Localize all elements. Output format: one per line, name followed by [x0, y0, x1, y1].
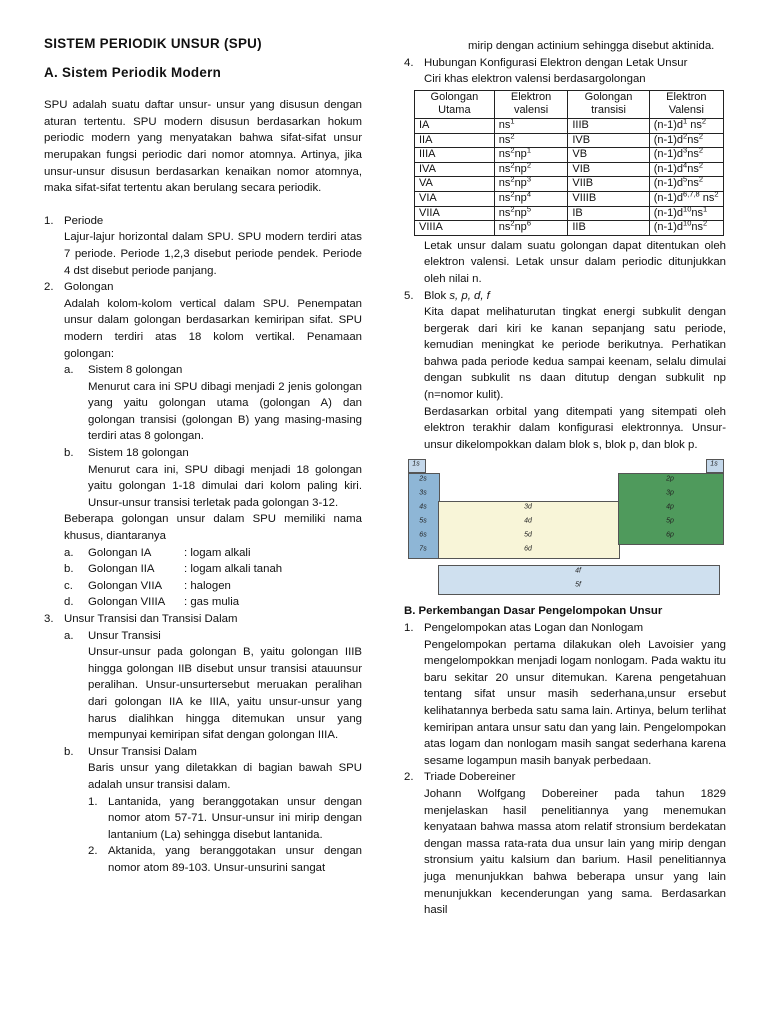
- item-text: Adalah kolom-kolom vertical dalam SPU. Penempatan unsur dalam golongan berdasarkan kemiripan sifat. SPU modern terdiri atas 18 kolom vertikal. Penamaan golongan:: [64, 297, 362, 360]
- table-row: VIIIA $ns^2np^6$ IIB $(n-1)d^{10}ns^2$: [415, 221, 724, 236]
- item-heading: Golongan: [64, 281, 114, 294]
- sub-text: Unsur-unsur pada golongan B, yaitu golongan IIIB hingga golongan IIB disebut unsur transisi atauunsur peralihan. Unsur-unsurtersebut meruakan peralihan dari golongan IIA ke IIIA, yaitu unsur-unsur yang harus dialihkan hingga ditemukan unsur yang mempunyai kemiripan sifat dengan golongan IIIA.: [88, 646, 362, 742]
- table-row: VA $ns^2np^3$ VIIB $(n-1)d^5ns^2$: [415, 177, 724, 192]
- section-a-heading: A. Sistem Periodik Modern: [44, 64, 222, 80]
- sub-text: Menurut cara ini SPU dibagi menjadi 2 jenis golongan yang yaitu golongan utama (golongan A) dan golongan transisi (golongan B) yang masing-masing terdiri atas 8 golongan.: [88, 380, 362, 443]
- table-header-row: Golongan Utama Elektron valensi Golongan transisi Elektron Valensi: [415, 90, 724, 118]
- valence-table: [414, 90, 724, 236]
- group-name-row: d. Golongan VIIIA : gas mulia: [64, 596, 240, 609]
- sub-item-b: b. Sistem 18 golongan Menurut cara ini, SPU dibagi menjadi 18 golongan yaitu golongan 1-18 dimulai dari kolom paling kiri. Unsur-unsur transisi terletak pada golongan 3-12.: [64, 445, 362, 511]
- right-column: [404, 38, 726, 919]
- list-item-transisi: 3. Unsur Transisi dan Transisi Dalam a. Unsur Transisi Unsur-unsur pada golongan B, yaitu golongan IIIB hingga golongan IIB disebut unsur transisi atauunsur peralihan. Unsur-unsurtersebut meruakan peralihan dari golongan IIA ke IIIA, yaitu unsur-unsur yang harus dialihkan hingga ditemukan unsur yang mempunyai kemiripan sifat dengan golongan IIIA. b. Unsur Transisi Dalam Baris unsur yang diletakkan di bagian bawah SPU adalah unsur transisi dalam. 1. Lantanida, yang beranggotakan unsur dengan nomor atom 57-71. Unsur-unsur ini mirip dengan lantanium (La) sehingga disebut lantanida. 2. Aktanida, yang beranggotakan unsur dengan nomor atom 89-103. Unsur-unsurini sangat: [44, 611, 362, 877]
- continued-text: mirip dengan actinium sehingga disebut aktinida.: [468, 40, 715, 52]
- item-text: Johann Wolfgang Dobereiner pada tahun 1829 menjelaskan hasil penelitiannya yang menemukan kenyataan bahwa massa atom relatif stronsium berdekatan dengan massa rata-rata dua unsur lain yang mirip dengan stronsium yaitu kalsium dan barium. Hasil penelitiannya juga menunjukkan bahwa beberapa unsur yang lain menunjukkan kecenderungan yang sama. Berdasarkan hasil: [424, 787, 726, 917]
- table-row: IA $ns^1$ IIIB $(n-1)d^1$ $ns^2$: [415, 118, 724, 133]
- document-title: SISTEM PERIODIK UNSUR (SPU): [44, 36, 262, 51]
- item-heading: Blok s, p, d, f: [424, 289, 490, 302]
- sub-heading: Sistem 18 golongan: [88, 447, 189, 460]
- item-text: Kita dapat melihaturutan tingkat energi subkulit dengan bergerak dari kiri ke kanan sepanjang satu periode, kemudian meningkat ke periode berikutnya. Perhatikan bahwa pada periode kedua sampai keenam, selalu dimulai dengan subkulit ns daan ditutup dengan subkulit np (n=nomor kulit).: [424, 306, 726, 402]
- table-row: VIA $ns^2np^4$ VIIIB $(n-1)d^{6,7,8}$ $ns^2$: [415, 191, 724, 206]
- sub-heading: Sistem 8 golongan: [88, 364, 183, 377]
- list-item-blok: 5. Blok s, p, d, f Kita dapat melihaturutan tingkat energi subkulit dengan bergerak dari kiri ke kanan sepanjang satu periode, kemudian meningkat ke periode berikutnya. Perhatikan bahwa pada periode kedua sampai keenam, selalu dimulai dengan subkulit ns daan ditutup dengan subkulit np (n=nomor kulit). Berdasarkan orbital yang ditempati yang sitempati oleh elektron terakhir dalam konfigurasi elektronnya. Unsur-unsur dikelompokkan dalam blok s, blok p, dan blok p.: [404, 288, 726, 454]
- sub-item-a: a. Sistem 8 golongan Menurut cara ini SPU dibagi menjadi 2 jenis golongan yang yaitu golongan utama (golongan A) dan golongan transisi (golongan B) yang masing-masing terdiri atas 8 golongan.: [64, 362, 362, 445]
- left-column: [44, 36, 362, 877]
- sub-text: Baris unsur yang diletakkan di bagian bawah SPU adalah unsur transisi dalam.: [88, 762, 362, 791]
- intro-paragraph: SPU adalah suatu daftar unsur- unsur yang disusun dengan aturan tertentu. SPU modern disusun berdasarkan hokum periodic modern yang menyatakan bahwa sifat-sifat unsur merupakan fungsi periodic dari nomor atomnya. Artinya, jika unsur-unsur disusun berdasarkan kenaikan nomor atomnya, maka sifat-sifat tertentu akan berulang secara periodik.: [44, 99, 362, 195]
- table-row: VIIA $ns^2np^5$ IB $(n-1)d^{10}ns^1$: [415, 206, 724, 221]
- group-names-intro: Beberapa golongan unsur dalam SPU memiliki nama khusus, diantaranya: [64, 513, 362, 543]
- sub-text: Menurut cara ini, SPU dibagi menjadi 18 golongan yaitu golongan 1-18 dimulai dari kolom paling kiri. Unsur-unsur transisi terletak pada golongan 3-12.: [88, 463, 362, 509]
- table-row: IIA $ns^2$ IVB $(n-1)d^2ns^2$: [415, 133, 724, 148]
- sub-heading: Unsur Transisi Dalam: [88, 745, 197, 758]
- item-heading: Triade Dobereiner: [424, 771, 516, 784]
- table-note: Letak unsur dalam suatu golongan dapat ditentukan oleh elektron valensi. Letak unsur dalam periodic ditunjukkan oleh nilai n.: [424, 239, 726, 285]
- table-caption: Ciri khas elektron valensi berdasargolongan: [424, 73, 646, 86]
- list-item-periode: 1. Periode Lajur-lajur horizontal dalam SPU. SPU modern terdiri atas 7 periode. Periode 1,2,3 disebut periode pendek. Periode 4 dst disebut periode panjang.: [44, 213, 362, 279]
- table-row: IVA $ns^2np^2$ VIB $(n-1)d^4ns^2$: [415, 162, 724, 177]
- item-heading: Unsur Transisi dan Transisi Dalam: [64, 613, 238, 625]
- sub-heading: Unsur Transisi: [88, 629, 161, 642]
- item-heading: Hubungan Konfigurasi Elektron dengan Letak Unsur: [424, 56, 688, 69]
- sub-sub-item: 2. Aktanida, yang beranggotakan unsur dengan nomor atom 89-103. Unsur-unsurini sangat: [88, 845, 362, 874]
- list-item-logam: 1. Pengelompokan atas Logan dan Nonlogam Pengelompokan pertama dilakukan oleh Lavoisier yang mengelompokkan menjadi logam nonlogam. Pada waktu itu baru sekitar 20 unsur ditemukan. Karena pengetahuan tentang sifat unsur masih sederhana,unsur ersebut kelihatannya berbeda satu sama lain. Artinya, belum terlihat kemiripan antara unsur satu dan yang lain. Pengelompokan atas logam dan nonlogam masih sangat sederhana karena sesame logampun masih banyak perbedaan.: [404, 620, 726, 769]
- item-heading: Pengelompokan atas Logan dan Nonlogam: [424, 622, 644, 635]
- list-item-golongan: 2. Golongan Adalah kolom-kolom vertical dalam SPU. Penempatan unsur dalam golongan berdasarkan kemiripan sifat. SPU modern terdiri atas 18 kolom vertikal. Penamaan golongan: a. Sistem 8 golongan Menurut cara ini SPU dibagi menjadi 2 jenis golongan yang yaitu golongan utama (golongan A) dan golongan transisi (golongan B) yang masing-masing terdiri atas 8 golongan. b. Sistem 18 golongan Menurut cara ini, SPU dibagi menjadi 18 golongan yaitu golongan 1-18 dimulai dari kolom paling kiri. Unsur-unsur transisi terletak pada golongan 3-12. Beberapa golongan unsur dalam SPU memiliki nama khusus, diantaranya a. Golongan IA : logam alkali b. Golongan IIA : logam alkali tanah c. Golongan VIIA : halogen d. Golongan VIIIA : gas mulia: [44, 279, 362, 611]
- section-b-heading: B. Perkembangan Dasar Pengelompokan Unsur: [404, 605, 663, 618]
- item-text: Berdasarkan orbital yang ditempati yang sitempati oleh elektron terakhir dalam konfigurasi elektronnya. Unsur-unsur dikelompokkan dalam blok s, blok p, dan blok p.: [424, 405, 726, 451]
- periodic-block-diagram: 1s 1s 2s 3s 4s 5s 6s 7s 3d 4d 5d 6d 2p 3p 4p 5p 6p 4f 5f: [408, 457, 726, 597]
- sub-sub-item: 1. Lantanida, yang beranggotakan unsur dengan nomor atom 57-71. Unsur-unsur ini mirip dengan lantanium (La) sehingga disebut lantanida.: [88, 795, 362, 841]
- item-text: Lajur-lajur horizontal dalam SPU. SPU modern terdiri atas 7 periode. Periode 1,2,3 disebut periode pendek. Periode 4 dst disebut periode panjang.: [64, 231, 362, 277]
- sub-item-a: a. Unsur Transisi Unsur-unsur pada golongan B, yaitu golongan IIIB hingga golongan IIB disebut unsur transisi atauunsur peralihan. Unsur-unsurtersebut meruakan peralihan dari golongan IIA ke IIIA, yaitu unsur-unsur yang harus dialihkan hingga ditemukan unsur yang mempunyai kemiripan sifat dengan golongan IIIA.: [64, 628, 362, 744]
- group-name-row: a. Golongan IA : logam alkali: [64, 546, 251, 559]
- group-name-row: b. Golongan IIA : logam alkali tanah: [64, 563, 283, 576]
- item-text: Pengelompokan pertama dilakukan oleh Lavoisier yang mengelompokkan menjadi logam nonlogam. Pada waktu itu baru sekitar 20 unsur ditemukan. Karena pengetahuan tentang sifat unsur masih sederhana,unsur ersebut kelihatannya berbeda satu sama lain. Artinya, belum terlihat kemiripan antara unsur satu dan yang lain. Pengelompokan atas logam dan nonlogam masih sangat sederhana karena sesame logampun masih banyak perbedaan.: [424, 638, 726, 767]
- sub-item-b: b. Unsur Transisi Dalam Baris unsur yang diletakkan di bagian bawah SPU adalah unsur transisi dalam. 1. Lantanida, yang beranggotakan unsur dengan nomor atom 57-71. Unsur-unsur ini mirip dengan lantanium (La) sehingga disebut lantanida. 2. Aktanida, yang beranggotakan unsur dengan nomor atom 89-103. Unsur-unsurini sangat: [64, 744, 362, 877]
- list-item-triade: 2. Triade Dobereiner Johann Wolfgang Dobereiner pada tahun 1829 menjelaskan hasil penelitiannya yang menemukan kenyataan bahwa massa atom relatif stronsium berdekatan dengan massa rata-rata dua unsur lain yang mirip dengan stronsium yaitu kalsium dan barium. Hasil penelitiannya juga menunjukkan bahwa beberapa unsur yang lain menunjukkan kecenderungan yang sama. Berdasarkan hasil: [404, 769, 726, 918]
- table-row: IIIA $ns^2np^1$ VB $(n-1)d^3ns^2$: [415, 148, 724, 163]
- list-item-konfigurasi: 4. Hubungan Konfigurasi Elektron dengan Letak Unsur Ciri khas elektron valensi berdasargolongan: [404, 55, 726, 88]
- group-name-row: c. Golongan VIIA : halogen: [64, 579, 231, 592]
- item-heading: Periode: [64, 214, 104, 227]
